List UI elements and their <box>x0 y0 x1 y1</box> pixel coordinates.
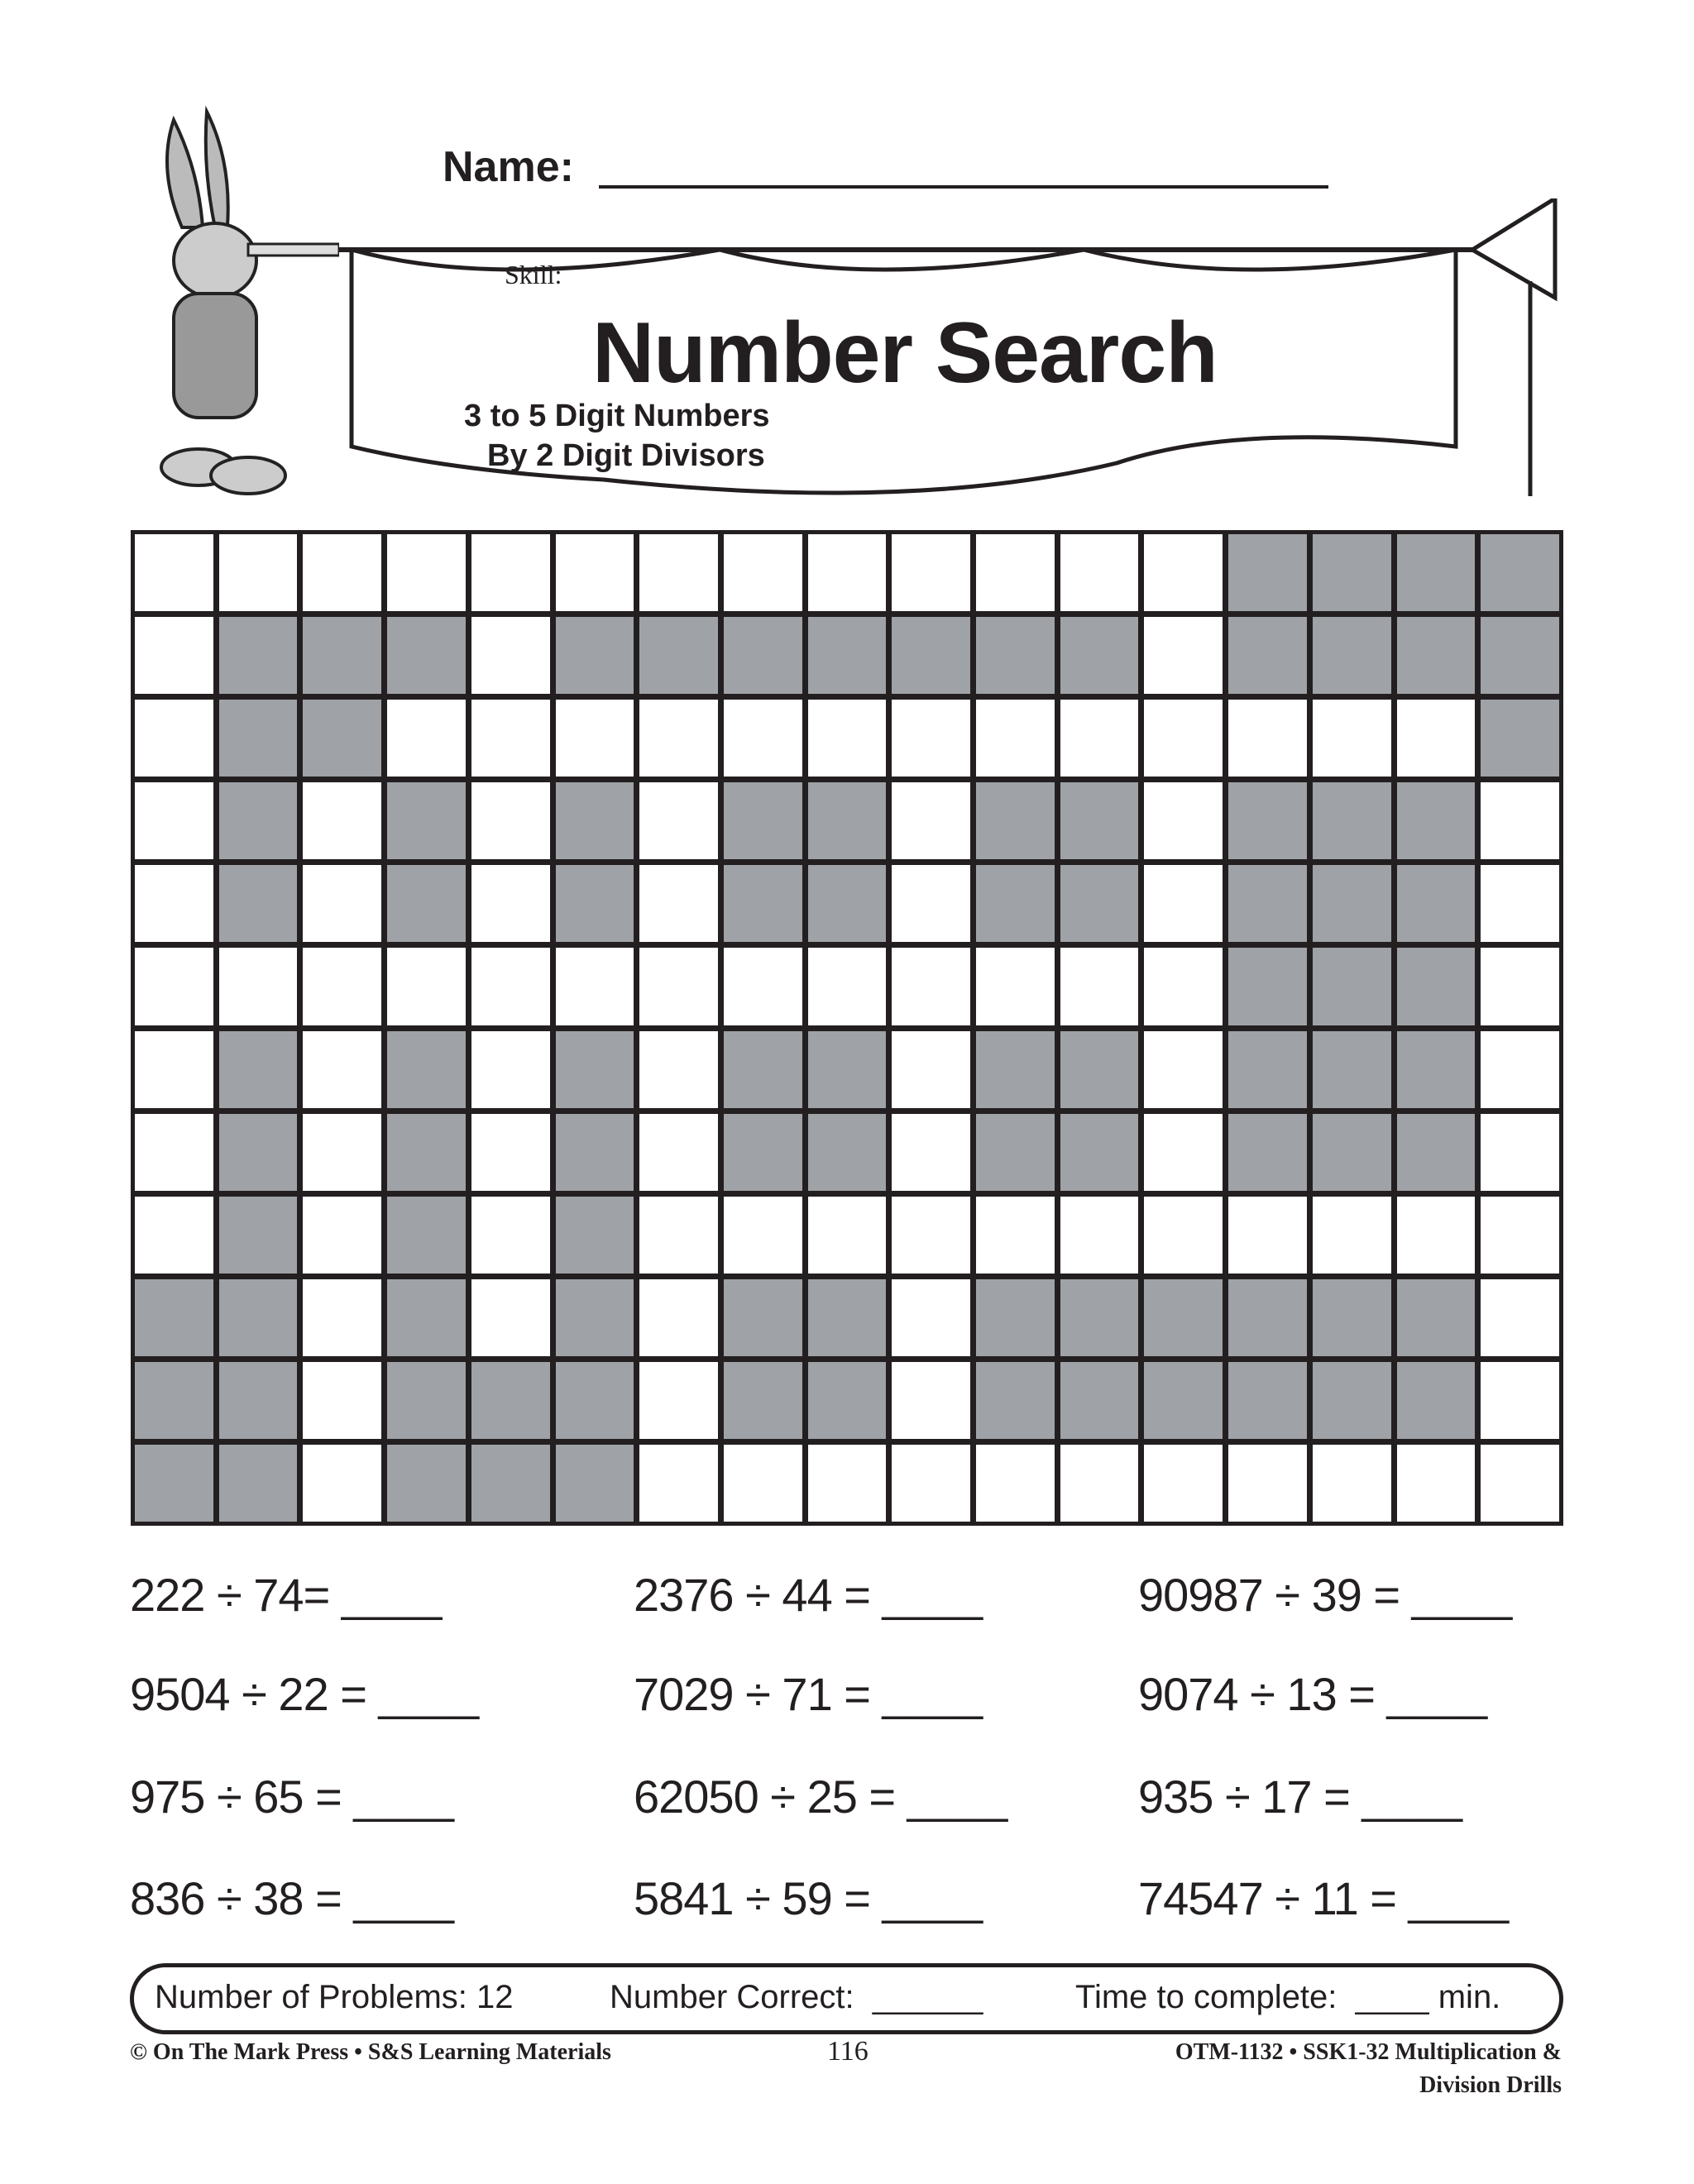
shaded-cell[interactable] <box>724 782 802 859</box>
shaded-cell[interactable] <box>387 1031 466 1108</box>
shaded-cell[interactable] <box>219 617 298 694</box>
shaded-cell[interactable] <box>1060 1031 1139 1108</box>
grid-cell[interactable] <box>556 948 634 1025</box>
grid-cell[interactable] <box>1144 617 1223 694</box>
grid-cell[interactable] <box>135 700 213 777</box>
grid-cell[interactable] <box>303 1114 381 1191</box>
grid-cell[interactable] <box>892 700 970 777</box>
grid-cell[interactable] <box>1060 1197 1139 1274</box>
shaded-cell[interactable] <box>1060 865 1139 942</box>
division-problem[interactable]: 5841 ÷ 59 = ____ <box>634 1872 983 1924</box>
shaded-cell[interactable] <box>892 617 970 694</box>
shaded-cell[interactable] <box>808 865 887 942</box>
grid-cell[interactable] <box>892 1031 970 1108</box>
shaded-cell[interactable] <box>724 865 802 942</box>
shaded-cell[interactable] <box>724 1362 802 1439</box>
grid-cell[interactable] <box>639 1031 718 1108</box>
shaded-cell[interactable] <box>471 1445 550 1522</box>
shaded-cell[interactable] <box>471 1362 550 1439</box>
shaded-cell[interactable] <box>556 1114 634 1191</box>
shaded-cell[interactable] <box>976 1362 1055 1439</box>
shaded-cell[interactable] <box>303 617 381 694</box>
grid-cell[interactable] <box>639 534 718 611</box>
grid-cell[interactable] <box>471 1279 550 1356</box>
shaded-cell[interactable] <box>976 617 1055 694</box>
shaded-cell[interactable] <box>1228 1031 1307 1108</box>
division-problem[interactable]: 836 ÷ 38 = ____ <box>130 1872 453 1924</box>
shaded-cell[interactable] <box>219 1197 298 1274</box>
grid-cell[interactable] <box>135 948 213 1025</box>
shaded-cell[interactable] <box>303 700 381 777</box>
shaded-cell[interactable] <box>1313 1279 1391 1356</box>
grid-cell[interactable] <box>1144 700 1223 777</box>
shaded-cell[interactable] <box>724 1279 802 1356</box>
shaded-cell[interactable] <box>1313 782 1391 859</box>
grid-cell[interactable] <box>303 534 381 611</box>
division-problem[interactable]: 74547 ÷ 11 = ____ <box>1138 1872 1509 1924</box>
shaded-cell[interactable] <box>556 865 634 942</box>
grid-cell[interactable] <box>471 865 550 942</box>
grid-cell[interactable] <box>976 948 1055 1025</box>
grid-cell[interactable] <box>1481 865 1559 942</box>
shaded-cell[interactable] <box>808 617 887 694</box>
grid-cell[interactable] <box>808 700 887 777</box>
grid-cell[interactable] <box>724 948 802 1025</box>
grid-cell[interactable] <box>1144 534 1223 611</box>
shaded-cell[interactable] <box>1313 948 1391 1025</box>
grid-cell[interactable] <box>471 1031 550 1108</box>
shaded-cell[interactable] <box>556 782 634 859</box>
grid-cell[interactable] <box>892 782 970 859</box>
grid-cell[interactable] <box>639 1114 718 1191</box>
shaded-cell[interactable] <box>724 617 802 694</box>
shaded-cell[interactable] <box>1060 1279 1139 1356</box>
shaded-cell[interactable] <box>639 617 718 694</box>
shaded-cell[interactable] <box>1228 1279 1307 1356</box>
grid-cell[interactable] <box>1481 1362 1559 1439</box>
grid-cell[interactable] <box>1481 1197 1559 1274</box>
shaded-cell[interactable] <box>556 617 634 694</box>
shaded-cell[interactable] <box>1228 617 1307 694</box>
shaded-cell[interactable] <box>1228 1362 1307 1439</box>
shaded-cell[interactable] <box>1313 617 1391 694</box>
grid-cell[interactable] <box>1060 1445 1139 1522</box>
grid-cell[interactable] <box>808 948 887 1025</box>
grid-cell[interactable] <box>808 1197 887 1274</box>
grid-cell[interactable] <box>1481 1445 1559 1522</box>
shaded-cell[interactable] <box>556 1445 634 1522</box>
grid-cell[interactable] <box>892 534 970 611</box>
grid-cell[interactable] <box>639 1279 718 1356</box>
number-search-grid <box>131 530 1563 1526</box>
shaded-cell[interactable] <box>219 782 298 859</box>
grid-cell[interactable] <box>808 1445 887 1522</box>
shaded-cell[interactable] <box>1060 1114 1139 1191</box>
shaded-cell[interactable] <box>219 865 298 942</box>
shaded-cell[interactable] <box>1313 1362 1391 1439</box>
shaded-cell[interactable] <box>387 1279 466 1356</box>
grid-cell[interactable] <box>892 1445 970 1522</box>
shaded-cell[interactable] <box>219 1362 298 1439</box>
page-number: 116 <box>827 2036 869 2067</box>
shaded-cell[interactable] <box>1228 1114 1307 1191</box>
grid-cell[interactable] <box>639 865 718 942</box>
shaded-cell[interactable] <box>1228 948 1307 1025</box>
grid-cell[interactable] <box>135 782 213 859</box>
grid-cell[interactable] <box>1144 865 1223 942</box>
skill-label: Skill: <box>505 260 562 289</box>
shaded-cell[interactable] <box>808 1279 887 1356</box>
grid-cell[interactable] <box>1481 1031 1559 1108</box>
shaded-cell[interactable] <box>808 782 887 859</box>
shaded-cell[interactable] <box>387 1114 466 1191</box>
shaded-cell[interactable] <box>219 700 298 777</box>
shaded-cell[interactable] <box>976 1114 1055 1191</box>
shaded-cell[interactable] <box>556 1197 634 1274</box>
grid-cell[interactable] <box>639 948 718 1025</box>
shaded-cell[interactable] <box>1228 534 1307 611</box>
shaded-cell[interactable] <box>1144 1362 1223 1439</box>
grid-cell[interactable] <box>219 534 298 611</box>
shaded-cell[interactable] <box>219 1114 298 1191</box>
grid-cell[interactable] <box>639 1197 718 1274</box>
shaded-cell[interactable] <box>556 1279 634 1356</box>
division-problem[interactable]: 9074 ÷ 13 = ____ <box>1138 1668 1487 1720</box>
division-problem[interactable]: 935 ÷ 17 = ____ <box>1138 1771 1462 1823</box>
shaded-cell[interactable] <box>135 1445 213 1522</box>
grid-cell[interactable] <box>724 1197 802 1274</box>
shaded-cell[interactable] <box>1060 782 1139 859</box>
grid-cell[interactable] <box>471 782 550 859</box>
grid-cell[interactable] <box>135 865 213 942</box>
grid-cell[interactable] <box>1144 1031 1223 1108</box>
grid-cell[interactable] <box>892 1114 970 1191</box>
shaded-cell[interactable] <box>135 1362 213 1439</box>
grid-cell[interactable] <box>892 865 970 942</box>
grid-cell[interactable] <box>1397 1197 1476 1274</box>
grid-cell[interactable] <box>639 1362 718 1439</box>
shaded-cell[interactable] <box>556 1031 634 1108</box>
shaded-cell[interactable] <box>219 1445 298 1522</box>
shaded-cell[interactable] <box>1397 1031 1476 1108</box>
shaded-cell[interactable] <box>1313 865 1391 942</box>
grid-cell[interactable] <box>303 1197 381 1274</box>
grid-cell[interactable] <box>724 534 802 611</box>
shaded-cell[interactable] <box>808 1362 887 1439</box>
grid-cell[interactable] <box>639 1445 718 1522</box>
shaded-cell[interactable] <box>1481 700 1559 777</box>
number-of-problems: Number of Problems: 12 <box>155 1979 514 2015</box>
grid-cell[interactable] <box>471 1114 550 1191</box>
grid-cell[interactable] <box>303 1031 381 1108</box>
shaded-cell[interactable] <box>1481 534 1559 611</box>
shaded-cell[interactable] <box>1313 1114 1391 1191</box>
grid-cell[interactable] <box>303 948 381 1025</box>
grid-cell[interactable] <box>976 534 1055 611</box>
grid-cell[interactable] <box>135 1114 213 1191</box>
grid-cell[interactable] <box>724 1445 802 1522</box>
grid-cell[interactable] <box>1228 1445 1307 1522</box>
shaded-cell[interactable] <box>219 1279 298 1356</box>
shaded-cell[interactable] <box>387 1197 466 1274</box>
grid-cell[interactable] <box>135 617 213 694</box>
division-problem[interactable]: 90987 ÷ 39 = ____ <box>1138 1569 1512 1621</box>
grid-cell[interactable] <box>303 1279 381 1356</box>
grid-cell[interactable] <box>1144 782 1223 859</box>
time-to-complete: Time to complete: ____ min. <box>1075 1979 1501 2015</box>
shaded-cell[interactable] <box>1144 1279 1223 1356</box>
name-field[interactable] <box>599 185 1328 189</box>
shaded-cell[interactable] <box>1060 1362 1139 1439</box>
grid-cell[interactable] <box>135 1197 213 1274</box>
grid-cell[interactable] <box>1313 1445 1391 1522</box>
shaded-cell[interactable] <box>724 1031 802 1108</box>
division-problem[interactable]: 975 ÷ 65 = ____ <box>130 1771 453 1823</box>
grid-cell[interactable] <box>1144 1445 1223 1522</box>
shaded-cell[interactable] <box>1313 534 1391 611</box>
copyright: © On The Mark Press • S&S Learning Materials <box>130 2039 611 2065</box>
shaded-cell[interactable] <box>976 865 1055 942</box>
grid-cell[interactable] <box>556 700 634 777</box>
grid-cell[interactable] <box>387 700 466 777</box>
grid-cell[interactable] <box>135 1031 213 1108</box>
grid-cell[interactable] <box>1228 700 1307 777</box>
grid-cell[interactable] <box>1481 1114 1559 1191</box>
grid-cell[interactable] <box>1144 1197 1223 1274</box>
grid-cell[interactable] <box>892 1362 970 1439</box>
grid-cell[interactable] <box>1481 1279 1559 1356</box>
grid-cell[interactable] <box>387 534 466 611</box>
grid-cell[interactable] <box>892 1279 970 1356</box>
subtitle-line-2: By 2 Digit Divisors <box>487 438 765 473</box>
shaded-cell[interactable] <box>135 1279 213 1356</box>
shaded-cell[interactable] <box>1060 617 1139 694</box>
division-problem[interactable]: 2376 ÷ 44 = ____ <box>634 1569 983 1621</box>
grid-cell[interactable] <box>556 534 634 611</box>
grid-cell[interactable] <box>471 534 550 611</box>
shaded-cell[interactable] <box>1397 782 1476 859</box>
shaded-cell[interactable] <box>1397 1114 1476 1191</box>
grid-cell[interactable] <box>219 948 298 1025</box>
name-label: Name: <box>443 143 574 191</box>
shaded-cell[interactable] <box>808 1031 887 1108</box>
shaded-cell[interactable] <box>387 1445 466 1522</box>
shaded-cell[interactable] <box>387 1362 466 1439</box>
grid-cell[interactable] <box>1060 700 1139 777</box>
grid-cell[interactable] <box>303 865 381 942</box>
shaded-cell[interactable] <box>1481 617 1559 694</box>
product-code: OTM-1132 • SSK1-32 Multiplication & <box>1175 2039 1562 2065</box>
shaded-cell[interactable] <box>219 1031 298 1108</box>
shaded-cell[interactable] <box>976 1279 1055 1356</box>
grid-cell[interactable] <box>1313 700 1391 777</box>
shaded-cell[interactable] <box>976 1031 1055 1108</box>
grid-cell[interactable] <box>303 1362 381 1439</box>
division-problem[interactable]: 7029 ÷ 71 = ____ <box>634 1668 983 1720</box>
grid-cell[interactable] <box>1313 1197 1391 1274</box>
shaded-cell[interactable] <box>387 865 466 942</box>
grid-cell[interactable] <box>892 948 970 1025</box>
grid-cell[interactable] <box>1397 700 1476 777</box>
grid-cell[interactable] <box>724 700 802 777</box>
number-correct: Number Correct: ______ <box>610 1979 983 2015</box>
division-problem[interactable]: 9504 ÷ 22 = ____ <box>130 1668 479 1720</box>
grid-cell[interactable] <box>1144 948 1223 1025</box>
grid-cell[interactable] <box>1060 534 1139 611</box>
bunny-trumpeter-illustration <box>124 103 339 500</box>
grid-cell[interactable] <box>471 700 550 777</box>
grid-cell[interactable] <box>471 617 550 694</box>
grid-cell[interactable] <box>303 782 381 859</box>
shaded-cell[interactable] <box>724 1114 802 1191</box>
grid-cell[interactable] <box>892 1197 970 1274</box>
grid-cell[interactable] <box>387 948 466 1025</box>
shaded-cell[interactable] <box>1397 1279 1476 1356</box>
grid-cell[interactable] <box>639 782 718 859</box>
shaded-cell[interactable] <box>387 617 466 694</box>
grid-cell[interactable] <box>976 1197 1055 1274</box>
grid-cell[interactable] <box>135 534 213 611</box>
subtitle-line-1: 3 to 5 Digit Numbers <box>464 399 770 433</box>
grid-cell[interactable] <box>1481 948 1559 1025</box>
grid-cell[interactable] <box>1144 1114 1223 1191</box>
grid-cell[interactable] <box>808 534 887 611</box>
grid-cell[interactable] <box>1228 1197 1307 1274</box>
shaded-cell[interactable] <box>1228 782 1307 859</box>
division-problem[interactable]: 222 ÷ 74= ____ <box>130 1569 442 1621</box>
grid-cell[interactable] <box>639 700 718 777</box>
shaded-cell[interactable] <box>976 782 1055 859</box>
division-problem[interactable]: 62050 ÷ 25 = ____ <box>634 1771 1007 1823</box>
product-title: Division Drills <box>1419 2072 1562 2098</box>
shaded-cell[interactable] <box>1397 865 1476 942</box>
shaded-cell[interactable] <box>808 1114 887 1191</box>
shaded-cell[interactable] <box>1313 1031 1391 1108</box>
shaded-cell[interactable] <box>387 782 466 859</box>
shaded-cell[interactable] <box>1397 948 1476 1025</box>
shaded-cell[interactable] <box>1228 865 1307 942</box>
grid-cell[interactable] <box>1060 948 1139 1025</box>
grid-cell[interactable] <box>1481 782 1559 859</box>
grid-cell[interactable] <box>303 1445 381 1522</box>
shaded-cell[interactable] <box>1397 534 1476 611</box>
shaded-cell[interactable] <box>556 1362 634 1439</box>
shaded-cell[interactable] <box>1397 617 1476 694</box>
grid-cell[interactable] <box>471 1197 550 1274</box>
grid-cell[interactable] <box>471 948 550 1025</box>
grid-cell[interactable] <box>976 700 1055 777</box>
shaded-cell[interactable] <box>1397 1362 1476 1439</box>
grid-cell[interactable] <box>976 1445 1055 1522</box>
page-title: Number Search <box>592 305 1218 401</box>
grid-cell[interactable] <box>1397 1445 1476 1522</box>
